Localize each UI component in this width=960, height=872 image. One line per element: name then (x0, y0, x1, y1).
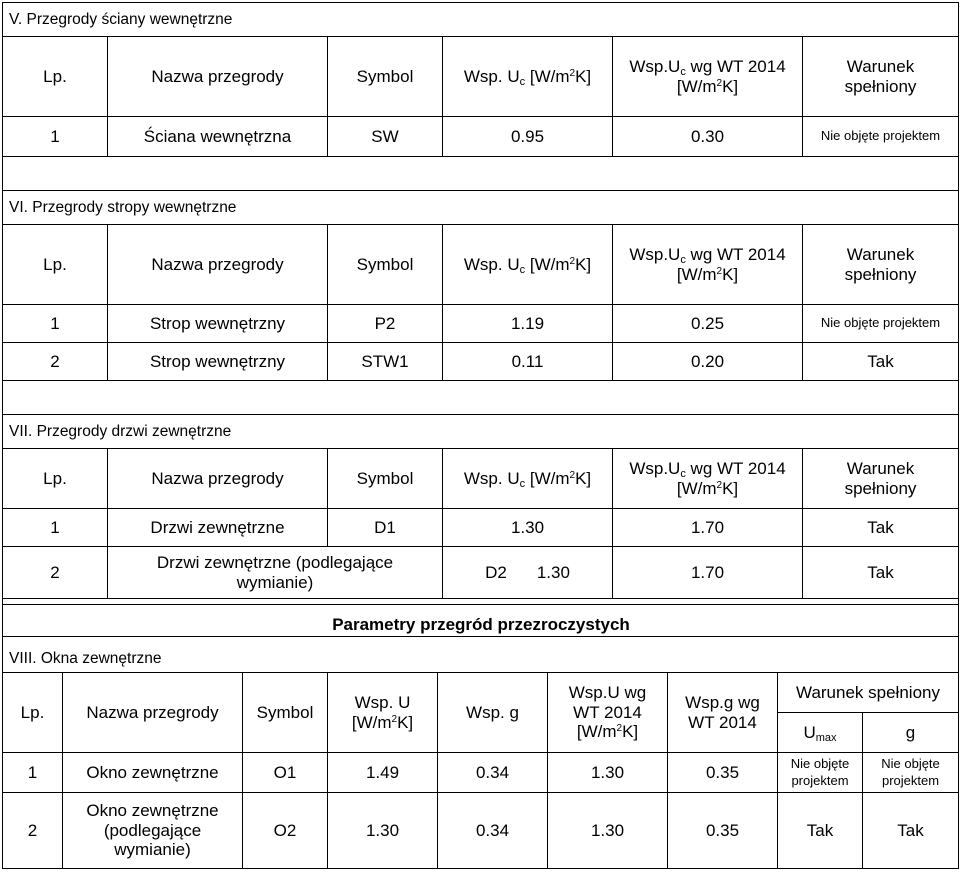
table-row: 2 Drzwi zewnętrzne (podlegające wymianie) D2 1.30 1.70 Tak (3, 547, 959, 599)
table-row: 1 Okno zewnętrzne O1 1.49 0.34 1.30 0.35 Nie objęte projektem Nie objęte projektem (3, 753, 959, 793)
spacer-row (3, 381, 959, 415)
table-row: 2 Strop wewnętrzny STW1 0.11 0.20 Tak (3, 343, 959, 381)
section-title-v: V. Przegrody ściany wewnętrzne (3, 3, 959, 37)
table-row: 1 Drzwi zewnętrzne D1 1.30 1.70 Tak (3, 509, 959, 547)
table-header: Lp. Nazwa przegrody Symbol Wsp. $U_c$ $[W/m^2K]$ $Wsp.U_c$ wg WT 2014 $[W/m^2K]$ Warunek spełniony (3, 449, 959, 509)
u-header: Wsp. $U_c$ $[W/m^2K]$ (443, 37, 613, 117)
spacer-row (3, 157, 959, 191)
table-header: Lp. Nazwa przegrody Symbol Wsp. U $[W/m^2K]$ Wsp. g Wsp.U wg WT 2014 $[W/m^2K]$ Wsp.g wg WT 2014 Warunek spełniony (3, 673, 959, 713)
table-header: Lp. Nazwa przegrody Symbol Wsp. $U_c$ $[W/m^2K]$ $Wsp.U_c$ wg WT 2014 $[W/m^2K]$ Warunek spełniony (3, 37, 959, 117)
section-title-vii: VII. Przegrody drzwi zewnętrzne (3, 415, 959, 449)
wt-header: $Wsp.U_c$ wg WT 2014 $[W/m^2K]$ (613, 37, 803, 117)
table-row: 2 Okno zewnętrzne (podlegające wymianie) O2 1.30 0.34 1.30 0.35 Tak Tak (3, 793, 959, 869)
table-row: 1 Strop wewnętrzny P2 1.19 0.25 Nie objęte projektem (3, 305, 959, 343)
windows-heading: Parametry przegród przezroczystych (332, 615, 630, 634)
walls-table (2, 2, 959, 637)
section-title-vi: VI. Przegrody stropy wewnętrzne (3, 191, 959, 225)
table-header: Lp. Nazwa przegrody Symbol Wsp. $U_c$ $[W/m^2K]$ $Wsp.U_c$ wg WT 2014 $[W/m^2K]$ Warunek spełniony (3, 225, 959, 305)
section-title-viii: VIII. Okna zewnętrzne (9, 650, 162, 668)
table-row: 1 Ściana wewnętrzna SW 0.95 0.30 Nie objęte projektem (3, 117, 959, 157)
windows-table: Parametry przegród przezroczystych VIII. Okna zewnętrzne Lp. Nazwa przegrody Symbol Wsp. U $[W/m^2K]$ Wsp. g Wsp.U wg WT 2014 $[W/m^2K]$ Wsp.g wg WT 2014 Warunek spełniony $U_{max}$ g 1 Okno zewnętrzne O1 1.49 0.34 1.30 0.35 Nie objęte projektem Nie objęte projektem 2 Okno zewnętrzne (podlegające wymianie) O2 1.30 0.34 1.30 0.35 Tak Tak (2, 604, 959, 869)
condition-header: Warunek spełniony (803, 37, 959, 117)
